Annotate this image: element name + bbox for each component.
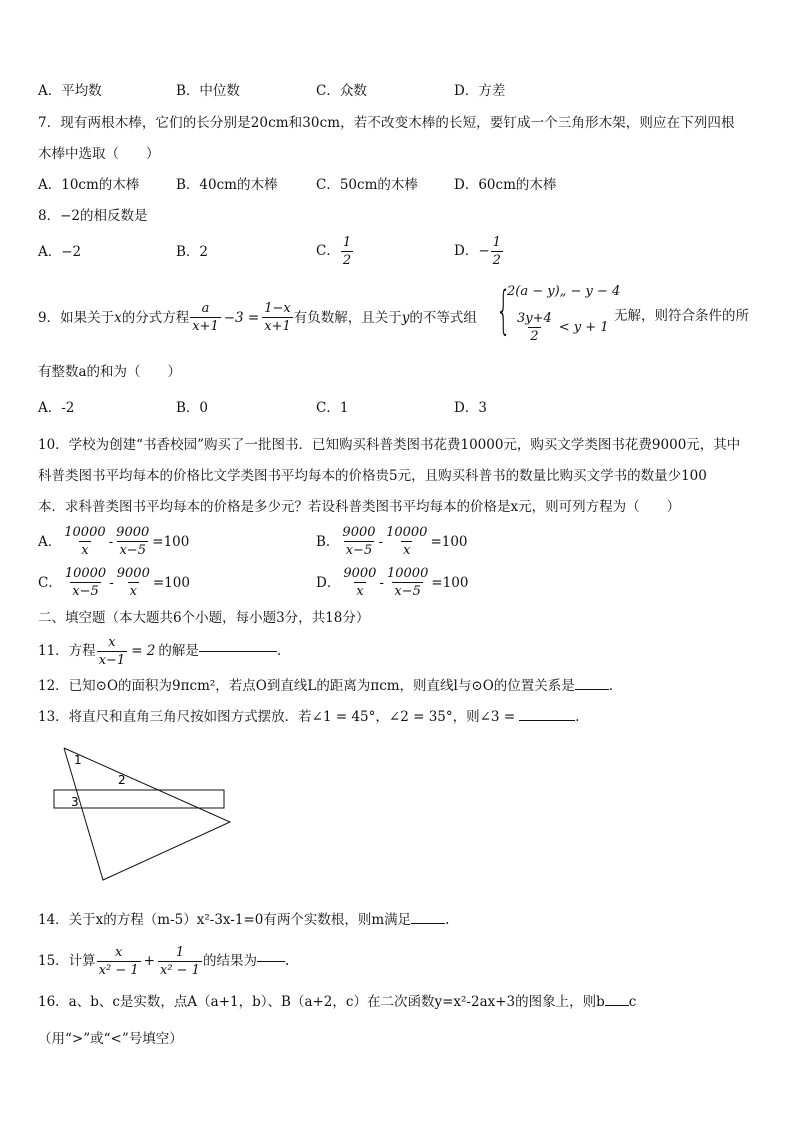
- q14-answer-blank[interactable]: [411, 923, 445, 924]
- q12-stem: 12．已知⊙O的面积为9πcm²，若点O到直线L的距离为πcm，则直线l与⊙O的位置关系是: [38, 678, 575, 694]
- denominator: x: [403, 543, 411, 558]
- denominator: x: [81, 543, 89, 558]
- numerator: 10000: [386, 566, 429, 581]
- q16-stem: 16．a、b、c是实数，点A（a+1，b）、B（a+2，c）在二次函数y=x²-2ax+3的图象上，则b: [38, 994, 605, 1010]
- q13-period: .: [575, 709, 580, 725]
- q8-option-d-label: D．−: [454, 243, 490, 259]
- q11-stem: 11．方程: [38, 643, 96, 659]
- q16-line1: [38, 993, 636, 1011]
- denominator: 2: [492, 253, 501, 268]
- minus-sign: -: [108, 533, 114, 550]
- q9-stem-part-e: 无解，则符合条件的所: [614, 308, 749, 324]
- denominator: x: [129, 584, 137, 599]
- q9-stem-part-c: 有负数解，且关于: [293, 309, 402, 326]
- q9-stem-line1: [38, 300, 477, 335]
- q9-inequality-1: 2(a − y)„ − y − 4: [507, 284, 621, 299]
- q10-stem-line1: 10．学校为创建“书香校园”购买了一批图书．已知购买科普类图书花费10000元，购买文学类图书花费9000元，其中: [38, 437, 741, 453]
- section-heading-fill-in: 二、填空题（本大题共6个小题，每小题3分，共18分）: [38, 610, 370, 626]
- q9-option-a: A．-2: [38, 400, 75, 416]
- q16-answer-blank[interactable]: [605, 1005, 629, 1006]
- q9-stem-line2: 有整数a的和为（ ）: [38, 364, 182, 380]
- numerator: x: [115, 944, 123, 960]
- q7-stem-line1: 7．现有两根木棒，它们的长分别是20cm和30cm，若不改变木棒的长短，要钉成一个三角形木架，则应在下列四根: [38, 115, 735, 131]
- q10-stem-line3: 本．求科普类图书平均每本的价格是多少元？若设科普类图书平均每本的价格是x元，则可列方程为（ ）: [38, 499, 681, 515]
- q15-stem-end: 的结果为: [202, 953, 257, 969]
- numerator: 1: [492, 235, 501, 250]
- numerator: 1−x: [264, 301, 291, 316]
- q11-stem-end: 的解是: [158, 643, 199, 659]
- minus-sign: -: [109, 574, 114, 591]
- fraction-2: [114, 524, 151, 559]
- q10-option-c: [38, 565, 190, 600]
- q9-fraction-2: [262, 300, 293, 335]
- q16-stem-end: c: [628, 994, 637, 1010]
- q9-minus-three: −3 =: [223, 309, 260, 326]
- fraction-2: [384, 524, 429, 559]
- q13-answer-blank[interactable]: [519, 720, 575, 721]
- q15-stem: 15．计算: [38, 953, 96, 969]
- q8-option-c-fraction: [341, 234, 353, 269]
- denominator: x−1: [98, 652, 126, 668]
- numerator: 1: [342, 235, 352, 250]
- denominator: x² − 1: [98, 962, 139, 978]
- q16-line2: （用“>”或“<”号填空）: [38, 1031, 183, 1047]
- q12-period: .: [608, 678, 614, 694]
- q9-option-b: B．0: [176, 400, 209, 416]
- q8-option-b: B．2: [176, 244, 209, 260]
- numerator: 10000: [386, 525, 428, 540]
- fraction-1: [62, 524, 107, 559]
- denominator: x−5: [394, 584, 421, 599]
- q15-answer-blank[interactable]: [257, 961, 285, 962]
- q14-period: .: [445, 912, 450, 928]
- denominator: x+1: [192, 319, 219, 334]
- q11-period: .: [276, 643, 282, 659]
- angle-3-label: 3: [71, 795, 79, 809]
- q9-var-y: y: [401, 309, 410, 326]
- fraction-1: [63, 565, 108, 600]
- q9-inequality-2: [514, 310, 609, 345]
- q11-equals: = 2: [131, 643, 156, 659]
- q6-option-c: C．众数: [316, 83, 367, 99]
- fraction-1: [341, 565, 378, 600]
- q14-stem: 14．关于x的方程（m-5）x²-3x-1=0有两个实数根，则m满足: [38, 912, 412, 928]
- triangle-shape: [64, 748, 230, 880]
- q8-stem: 8．−2的相反数是: [38, 208, 148, 224]
- q9-stem-part-b: 的分式方程: [121, 309, 190, 326]
- q7-option-d: D．60cm的木棒: [454, 177, 557, 193]
- q12-answer-blank[interactable]: [575, 689, 609, 690]
- q15: [38, 942, 289, 980]
- q10-option-b: [316, 524, 468, 559]
- numerator: 3y+4: [517, 311, 552, 326]
- q13-stem: 13．将直尺和直角三角尺按如图方式摆放．若∠1 = 45°，∠2 = 35°，则∠3 =: [38, 709, 516, 725]
- denominator: x−5: [119, 543, 146, 558]
- q6-option-a: A．平均数: [38, 83, 102, 99]
- option-label: C．: [38, 574, 62, 591]
- q10-stem-line2: 科普类图书平均每本的价格比文学类图书平均每本的价格贵5元，且购买科普书的数量比购买文学书的数量少100: [38, 468, 707, 484]
- numerator: 10000: [64, 566, 107, 581]
- q8-option-a: A．−2: [38, 244, 82, 260]
- angle-1-label: 1: [74, 753, 82, 767]
- q11-fraction: [97, 634, 128, 669]
- equation-rhs: =100: [152, 533, 190, 550]
- denominator: 2: [342, 253, 352, 268]
- q9-fraction-1: [190, 300, 221, 335]
- q8-option-c-label: C．: [316, 243, 340, 259]
- equation-rhs: =100: [152, 574, 190, 591]
- q9-inequality-2-fraction: [515, 310, 554, 345]
- q6-option-b: B．中位数: [176, 83, 240, 99]
- fraction-2: [115, 565, 152, 600]
- q6-option-d: D．方差: [454, 83, 506, 99]
- numerator: x: [108, 634, 116, 650]
- equation-rhs: =100: [430, 533, 468, 550]
- q10-option-d: [316, 565, 468, 600]
- q15-fraction-2: [158, 944, 202, 979]
- q9-inequality-2-rhs: < y + 1: [558, 320, 609, 335]
- numerator: 1: [175, 944, 185, 960]
- q8-option-d: [454, 234, 504, 269]
- denominator: x−5: [72, 584, 99, 599]
- minus-sign: -: [378, 533, 384, 550]
- fraction-1: [340, 524, 377, 559]
- denominator: x: [356, 584, 364, 599]
- numerator: 9000: [116, 525, 150, 540]
- q9-system-brace: {: [496, 281, 511, 341]
- q7-option-a: A．10cm的木棒: [38, 177, 140, 193]
- numerator: 9000: [342, 525, 376, 540]
- fraction-2: [385, 565, 430, 600]
- q12: [38, 677, 613, 695]
- denominator: x−5: [345, 543, 373, 558]
- equation-rhs: =100: [431, 574, 469, 591]
- q11: [38, 633, 281, 669]
- numerator: 9000: [116, 566, 150, 581]
- q9-option-c: C．1: [316, 400, 349, 416]
- angle-2-label: 2: [118, 773, 126, 787]
- q11-answer-blank[interactable]: [199, 651, 277, 652]
- minus-sign: -: [379, 574, 384, 591]
- q9-var-x: x: [114, 309, 122, 326]
- q9-stem-part-d: 的不等式组: [409, 309, 477, 326]
- numerator: 10000: [64, 525, 106, 540]
- ruler-triangle-figure: [40, 740, 240, 890]
- q9-stem-part-a: 9．如果关于: [38, 309, 115, 326]
- denominator: x+1: [264, 319, 291, 334]
- q8-option-d-fraction: [491, 234, 503, 269]
- q13: [38, 708, 579, 726]
- option-label: A．: [38, 533, 62, 550]
- numerator: 9000: [343, 566, 377, 581]
- q10-option-a: [38, 524, 189, 559]
- q9-option-d: D．3: [454, 400, 487, 416]
- q14: [38, 911, 449, 929]
- denominator: x² − 1: [159, 962, 200, 978]
- q7-stem-line2: 木棒中选取（ ）: [38, 146, 160, 162]
- numerator: a: [201, 301, 210, 316]
- q8-option-c: [316, 234, 354, 269]
- q7-option-c: C．50cm的木棒: [316, 177, 418, 193]
- q7-option-b: B．40cm的木棒: [176, 177, 278, 193]
- option-label: B．: [316, 533, 340, 550]
- q15-fraction-1: [97, 944, 141, 979]
- q15-period: .: [284, 953, 290, 969]
- denominator: 2: [530, 329, 539, 344]
- option-label: D．: [316, 574, 341, 591]
- plus-sign: +: [143, 953, 155, 969]
